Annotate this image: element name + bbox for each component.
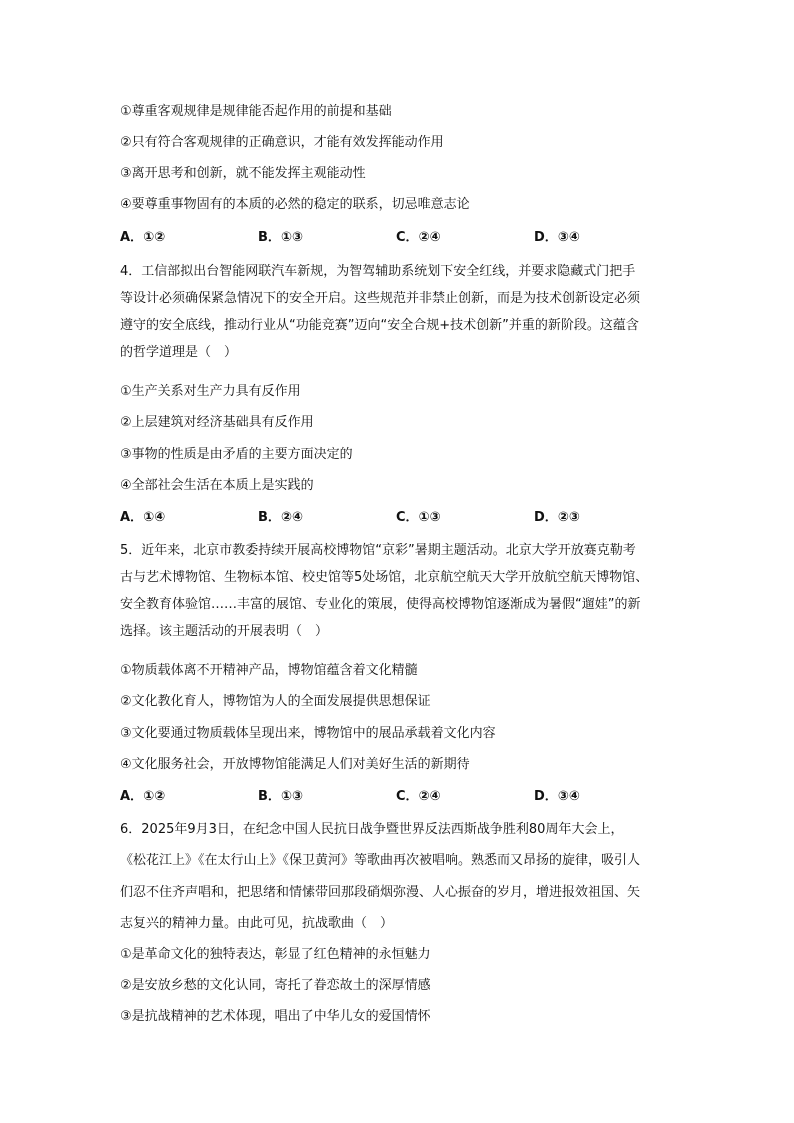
q5-answer-choices — [120, 787, 680, 807]
q3-option-item-1: ①尊重客观规律是规律能否起作用的前提和基础 — [120, 104, 392, 119]
q5-choice-a[interactable]: A．①② — [120, 789, 166, 804]
q4-choice-c[interactable]: C．①③ — [396, 510, 441, 525]
q3-choice-a[interactable]: A．①② — [120, 230, 166, 245]
q5-option-item-3: ③文化要通过物质载体呈现出来，博物馆中的展品承载着文化内容 — [120, 726, 496, 741]
q5-stem-line-3: 安全教育体验馆……丰富的展馆、专业化的策展，使得高校博物馆逐渐成为暑假“遛娃”的新 — [120, 597, 641, 612]
q4-stem-line-1: 4．工信部拟出台智能网联汽车新规，为智驾辅助系统划下安全红线，并要求隐藏式门把手 — [120, 264, 636, 279]
q5-option-item-2: ②文化教化育人，博物馆为人的全面发展提供思想保证 — [120, 694, 431, 709]
q4-choice-b[interactable]: B．②④ — [258, 510, 303, 525]
q4-stem-line-2: 等设计必须确保紧急情况下的安全开启。这些规范并非禁止创新，而是为技术创新设定必须 — [120, 291, 641, 306]
q5-option-item-4: ④文化服务社会，开放博物馆能满足人们对美好生活的新期待 — [120, 757, 470, 772]
q6-option-item-1: ①是革命文化的独特表达，彰显了红色精神的永恒魅力 — [120, 947, 431, 962]
q5-choice-d[interactable]: D．③④ — [534, 789, 580, 804]
q6-stem-line-2: 《松花江上》《在太行山上》《保卫黄河》等歌曲再次被唱响。熟悉而又昂扬的旋律，吸引人 — [120, 853, 641, 868]
q5-stem-line-4: 选择。该主题活动的开展表明（ ） — [120, 624, 329, 639]
q4-option-item-1: ①生产关系对生产力具有反作用 — [120, 384, 301, 399]
q4-answer-choices — [120, 508, 680, 528]
q5-option-item-1: ①物质载体离不开精神产品，博物馆蕴含着文化精髓 — [120, 663, 418, 678]
q4-option-item-4: ④全部社会生活在本质上是实践的 — [120, 478, 314, 493]
q3-answer-choices — [120, 228, 680, 248]
q4-stem-line-3: 遵守的安全底线，推动行业从“功能竞赛”迈向“安全合规+技术创新”并重的新阶段。这蕴含 — [120, 318, 639, 333]
q6-option-item-2: ②是安放乡愁的文化认同，寄托了眷恋故土的深厚情感 — [120, 978, 431, 993]
q3-option-item-2: ②只有符合客观规律的正确意识，才能有效发挥能动作用 — [120, 135, 444, 150]
q4-stem-line-4: 的哲学道理是（ ） — [120, 345, 238, 360]
q3-option-item-4: ④要尊重事物固有的本质的必然的稳定的联系，切忌唯意志论 — [120, 197, 470, 212]
q6-option-item-3: ③是抗战精神的艺术体现，唱出了中华儿女的爱国情怀 — [120, 1009, 431, 1024]
q5-choice-c[interactable]: C．②④ — [396, 789, 441, 804]
q4-choice-a[interactable]: A．①④ — [120, 510, 166, 525]
q4-option-item-2: ②上层建筑对经济基础具有反作用 — [120, 415, 314, 430]
q3-choice-b[interactable]: B．①③ — [258, 230, 303, 245]
q3-option-item-3: ③离开思考和创新，就不能发挥主观能动性 — [120, 166, 366, 181]
q4-choice-d[interactable]: D．②③ — [534, 510, 580, 525]
q6-stem-line-1: 6．2025年9月3日，在纪念中国人民抗日战争暨世界反法西斯战争胜利80周年大会上， — [120, 822, 624, 837]
q4-option-item-3: ③事物的性质是由矛盾的主要方面决定的 — [120, 447, 353, 462]
q6-stem-line-3: 们忍不住齐声唱和，把思绪和情愫带回那段硝烟弥漫、人心振奋的岁月，增进报效祖国、矢 — [120, 885, 641, 900]
q5-stem-line-1: 5．近年来，北京市教委持续开展高校博物馆“京彩”暑期主题活动。北京大学开放赛克勒考 — [120, 543, 636, 558]
q5-choice-b[interactable]: B．①③ — [258, 789, 303, 804]
q6-stem-line-4: 志复兴的精神力量。由此可见，抗战歌曲（ ） — [120, 916, 394, 931]
q5-stem-line-2: 古与艺术博物馆、生物标本馆、校史馆等5处场馆，北京航空航天大学开放航空航天博物馆、 — [120, 570, 649, 585]
q3-choice-d[interactable]: D．③④ — [534, 230, 580, 245]
q3-choice-c[interactable]: C．②④ — [396, 230, 441, 245]
